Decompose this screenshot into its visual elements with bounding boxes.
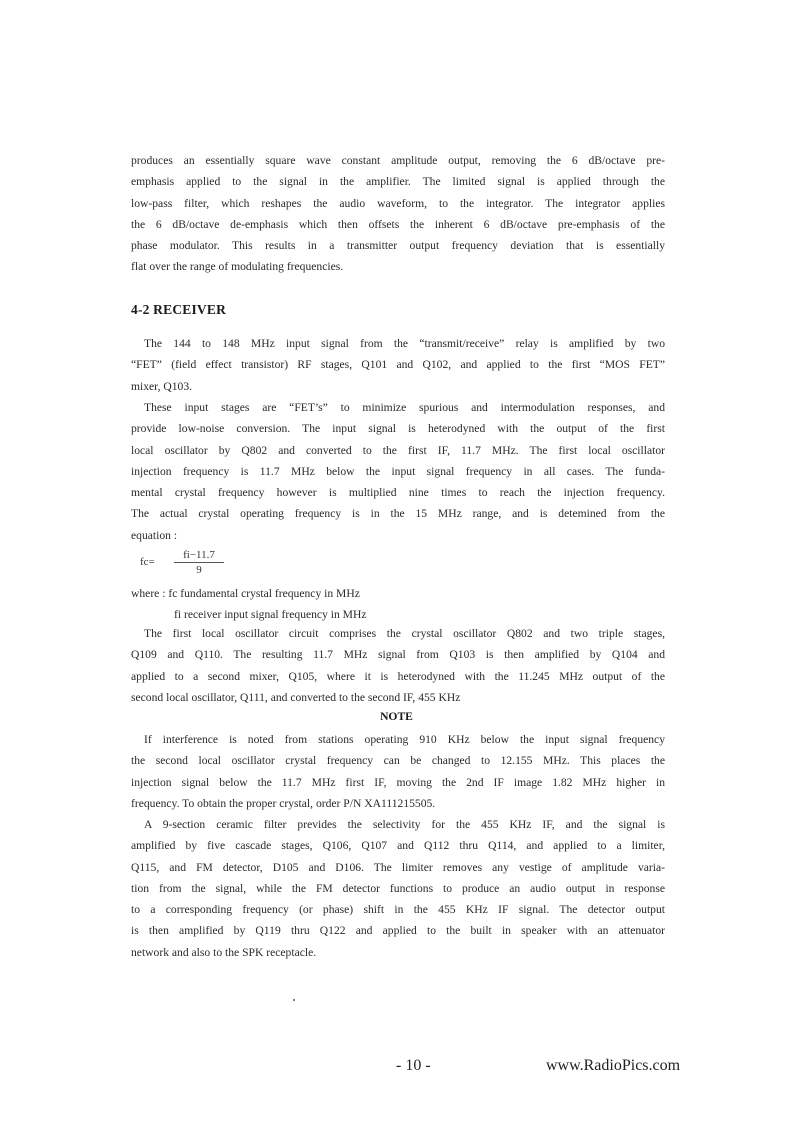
- text-line: injection frequency is 11.7 MHz below the input signal frequency in all cases. The funda-: [131, 464, 665, 478]
- definition-fi: fi receiver input signal frequency in MHz: [174, 608, 367, 622]
- text-line: local oscillator by Q802 and converted to the first IF, 11.7 MHz. The first local oscillator: [131, 443, 665, 457]
- text-line: the 6 dB/octave de-emphasis which then offsets the inherent 6 dB/octave pre-emphasis of the: [131, 217, 665, 231]
- text-line: phase modulator. This results in a transmitter output frequency deviation that is essentially: [131, 239, 665, 253]
- text-line: low-pass filter, which reshapes the audio waveform, to the integrator. The integrator applies: [131, 196, 665, 210]
- text-line: Q109 and Q110. The resulting 11.7 MHz signal from Q103 is then amplified by Q104 and: [131, 648, 665, 662]
- text-line: A 9-section ceramic filter prevides the selectivity for the 455 KHz IF, and the signal is: [144, 818, 665, 831]
- text-line: injection signal below the 11.7 MHz first IF, moving the 2nd IF image 1.82 MHz higher in: [131, 775, 665, 789]
- receiver-paragraph-3: [131, 623, 665, 708]
- text-line: network and also to the SPK receptacle.: [131, 945, 317, 959]
- text-line: mixer, Q103.: [131, 379, 193, 393]
- text-line: mental crystal frequency however is multiplied nine times to reach the injection frequency.: [131, 486, 665, 500]
- section-heading: 4-2 RECEIVER: [131, 302, 227, 317]
- scan-speck: [293, 999, 295, 1001]
- text-line: tion from the signal, while the FM detector functions to produce an audio output in response: [131, 881, 665, 895]
- note-paragraph: [131, 729, 665, 814]
- text-line: produces an essentially square wave constant amplitude output, removing the 6 dB/octave pre-: [131, 154, 665, 167]
- receiver-paragraph-2: [131, 397, 665, 546]
- text-line: amplified by five cascade stages, Q106, Q107 and Q112 thru Q114, and applied to a limiter,: [131, 839, 665, 853]
- formula-lhs: fc=: [140, 556, 155, 568]
- text-line: If interference is noted from stations operating 910 KHz below the input signal frequency: [144, 733, 665, 746]
- formula-fraction: [174, 548, 224, 577]
- text-line: to a corresponding frequency (or phase) shift in the 455 KHz IF signal. The detector output: [131, 903, 665, 917]
- receiver-paragraph-1: [131, 333, 665, 397]
- text-line: is then amplified by Q119 thru Q122 and applied to the built in speaker with an attenuator: [131, 924, 665, 938]
- text-line: second local oscillator, Q111, and converted to the second IF, 455 KHz: [131, 690, 461, 704]
- formula-definitions: [131, 583, 367, 626]
- text-line: These input stages are “FET’s” to minimize spurious and intermodulation responses, and: [144, 401, 665, 414]
- text-line: applied to a second mixer, Q105, where it is heterodyned with the 11.245 MHz output of the: [131, 669, 665, 683]
- formula-numerator: fi−11.7: [174, 548, 224, 563]
- text-line: “FET” (field effect transistor) RF stages, Q101 and Q102, and applied to the first “MOS FET”: [131, 358, 665, 372]
- text-line: The 144 to 148 MHz input signal from the “transmit/receive” relay is amplified by two: [144, 337, 665, 350]
- receiver-paragraph-4: [131, 814, 665, 963]
- text-line: frequency. To obtain the proper crystal, order P/N XA111215505.: [131, 796, 436, 810]
- text-line: the second local oscillator crystal frequency can be changed to 12.155 MHz. This places the: [131, 754, 665, 768]
- text-line: flat over the range of modulating frequencies.: [131, 260, 344, 274]
- website-watermark: www.RadioPics.com: [546, 1057, 681, 1074]
- text-line: The actual crystal operating frequency is in the 15 MHz range, and is detemined from the: [131, 507, 665, 521]
- note-heading: NOTE: [380, 710, 413, 723]
- formula-denominator: 9: [196, 564, 202, 576]
- text-line: equation :: [131, 528, 178, 542]
- intro-paragraph: [131, 150, 665, 278]
- definition-fc: where : fc fundamental crystal frequency in MHz: [131, 587, 360, 600]
- text-line: The first local oscillator circuit comprises the crystal oscillator Q802 and two triple stages,: [144, 627, 665, 640]
- page-number: - 10 -: [396, 1057, 431, 1074]
- text-line: Q115, and FM detector, D105 and D106. The limiter removes any vestige of amplitude varia-: [131, 860, 665, 874]
- text-line: emphasis applied to the signal in the amplifier. The limited signal is applied through the: [131, 175, 665, 189]
- text-line: provide low-noise conversion. The input signal is heterodyned with the output of the first: [131, 422, 665, 436]
